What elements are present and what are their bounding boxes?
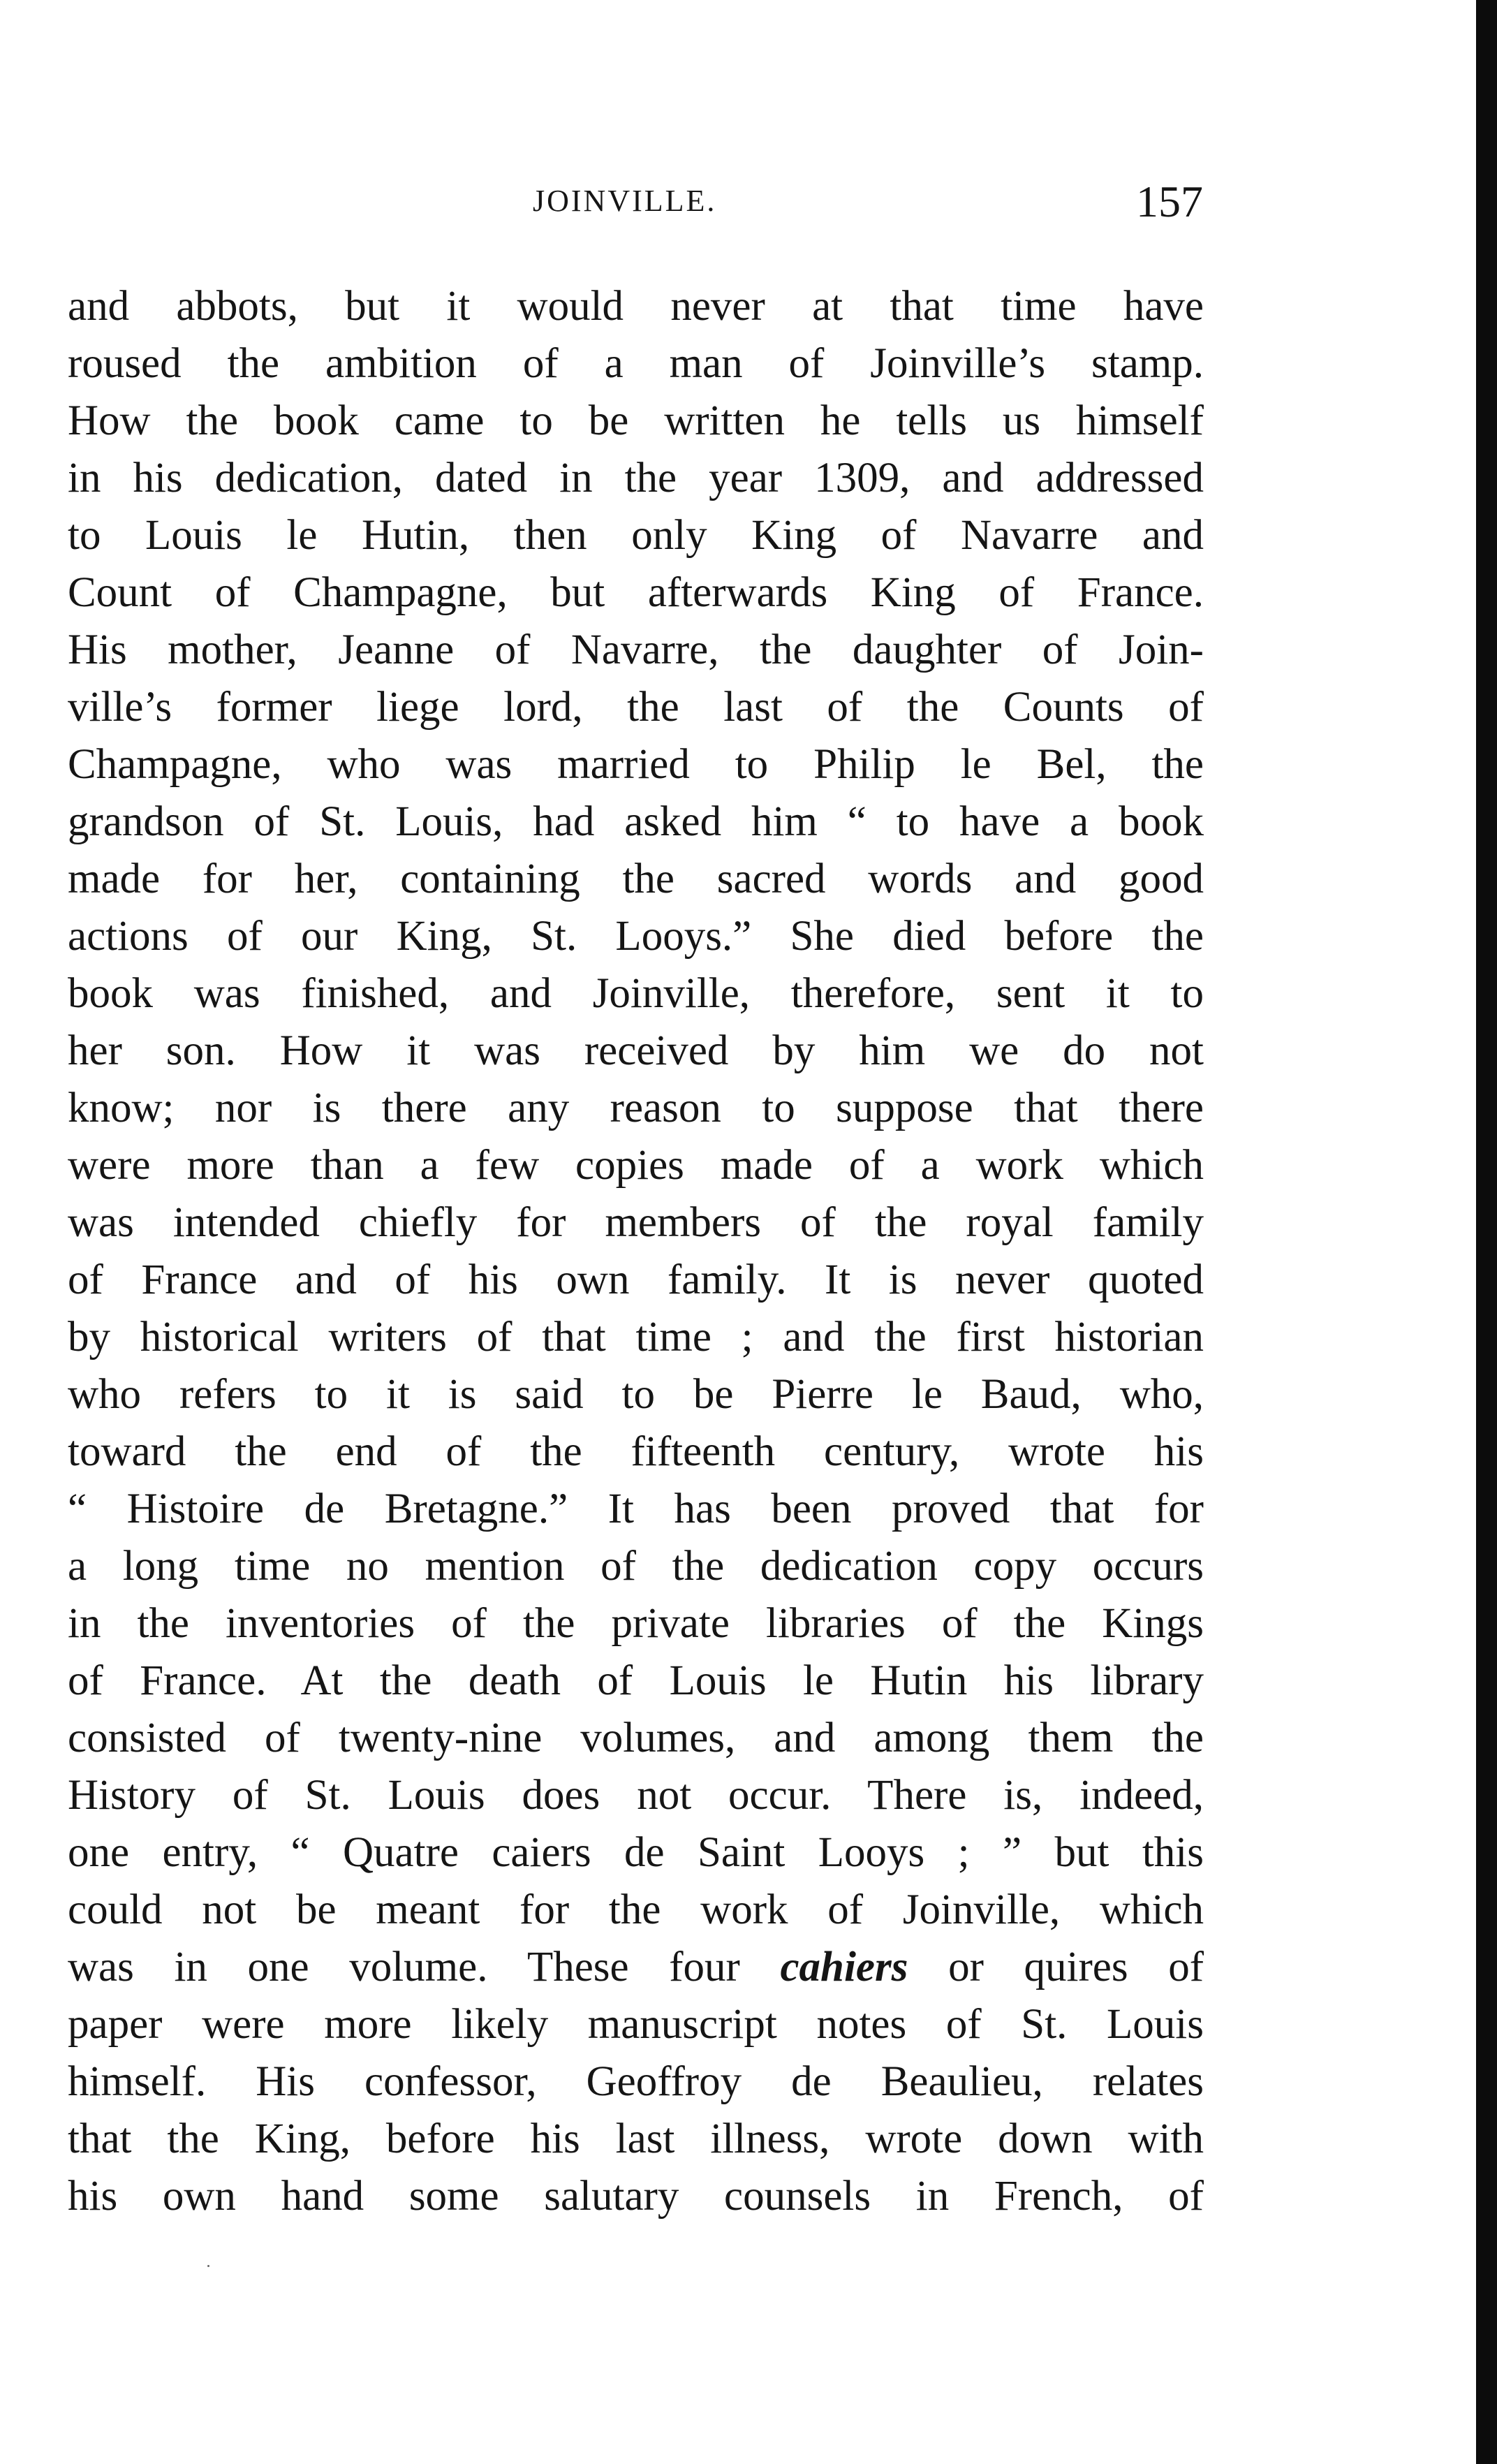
text-line: “ Histoire de Bretagne.” It has been proved that for (68, 1486, 1204, 1532)
text-line-with-italic (68, 1939, 1204, 1996)
text-line: His mother, Jeanne of Navarre, the daughter of Join- (68, 626, 1204, 673)
paper-speck (207, 2265, 209, 2267)
text-line: in the inventories of the private libraries of the Kings (68, 1600, 1204, 1647)
text-line: were more than a few copies made of a work which (68, 1142, 1204, 1189)
text-line: her son. How it was received by him we do not (68, 1027, 1204, 1074)
text-line: by historical writers of that time ; and the first historian (68, 1314, 1204, 1361)
text-line: How the book came to be written he tells us himself (68, 397, 1204, 444)
running-title: JOINVILLE. (533, 184, 717, 218)
line-segment: was in one volume. These four (68, 1944, 740, 1990)
text-line: in his dedication, dated in the year 1309, and addressed (68, 455, 1204, 501)
text-line: grandson of St. Louis, had asked him “ to have a book (68, 798, 1204, 845)
text-line: who refers to it is said to be Pierre le Baud, who, (68, 1371, 1204, 1418)
text-line: History of St. Louis does not occur. There is, indeed, (68, 1772, 1204, 1819)
page-edge-shadow (1476, 0, 1497, 2464)
text-line: Champagne, who was married to Philip le Bel, the (68, 741, 1204, 788)
text-line: was intended chiefly for members of the royal family (68, 1199, 1204, 1246)
italic-word: cahiers (780, 1944, 908, 1990)
body-text (68, 278, 1204, 2225)
text-line: book was finished, and Joinville, therefore, sent it to (68, 970, 1204, 1017)
text-line: one entry, “ Quatre caiers de Saint Looys ; ” but this (68, 1829, 1204, 1876)
text-line: made for her, containing the sacred words and good (68, 856, 1204, 902)
text-line: his own hand some salutary counsels in French, of (68, 2173, 1204, 2220)
page-number: 157 (1136, 177, 1203, 226)
text-line: roused the ambition of a man of Joinville’s stamp. (68, 340, 1204, 387)
text-line: and abbots, but it would never at that time have (68, 283, 1204, 330)
text-line: Count of Champagne, but afterwards King of France. (68, 569, 1204, 616)
text-line: that the King, before his last illness, wrote down with (68, 2115, 1204, 2162)
text-line: consisted of twenty-nine volumes, and among them the (68, 1715, 1204, 1761)
text-line: know; nor is there any reason to suppose that there (68, 1085, 1204, 1131)
line-segment: or quires of (948, 1944, 1204, 1990)
text-line: toward the end of the fifteenth century, wrote his (68, 1428, 1204, 1475)
text-line: ville’s former liege lord, the last of the Counts of (68, 684, 1204, 731)
text-line: of France and of his own family. It is never quoted (68, 1256, 1204, 1303)
text-line: could not be meant for the work of Joinville, which (68, 1886, 1204, 1933)
text-line: a long time no mention of the dedication copy occurs (68, 1543, 1204, 1590)
text-line: actions of our King, St. Looys.” She died before the (68, 913, 1204, 960)
text-line: to Louis le Hutin, then only King of Navarre and (68, 512, 1204, 559)
text-line: of France. At the death of Louis le Hutin his library (68, 1657, 1204, 1704)
text-line: himself. His confessor, Geoffroy de Beaulieu, relates (68, 2058, 1204, 2105)
text-line: paper were more likely manuscript notes of St. Louis (68, 2001, 1204, 2048)
